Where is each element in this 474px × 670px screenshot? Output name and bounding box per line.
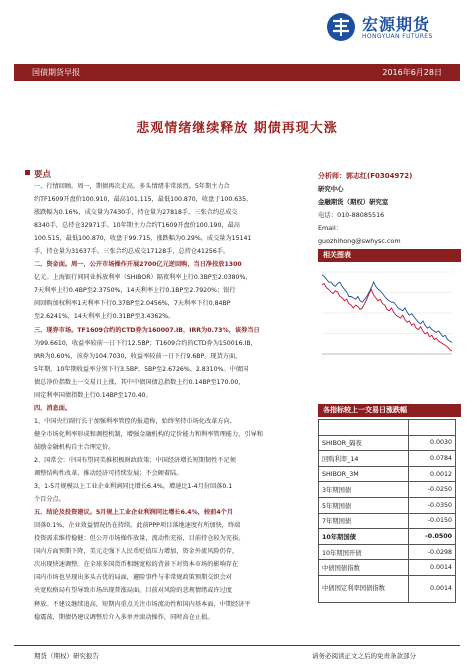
- table-cell-value: -0.0500: [409, 529, 456, 545]
- body-text-line: 稳震荡，期债仍建议调整后介入多单并滚动操作，同时高仓止损。: [34, 613, 214, 621]
- body-text-line: 国内方面预期下降，美元走强下人民币贬值压力增加，资金外流风险仍存，: [34, 548, 239, 556]
- table-row: [319, 497, 456, 513]
- body-text-line: 个百分点。: [34, 496, 65, 504]
- footer-disclaimer: 请务必阅读正文之后的免责条款部分: [312, 652, 416, 660]
- body-text-line: 至2.6241%，14天利率上行0.31BP至3.4362%。: [34, 313, 175, 321]
- body-text-line: 国内市场也呈现出多头占优的局面，避险事件与非常规政策预期交织会对: [34, 574, 232, 582]
- table-cell-value: 0.0784: [409, 451, 456, 467]
- body-text-line: 1、中国央行副行长于加强利率管控的报道称，始终坚持市场化改革方向，: [34, 417, 236, 425]
- table-cell-label: SHIBOR_3M: [319, 466, 409, 482]
- table-cell-label: 7年期国债: [319, 513, 409, 529]
- body-text-line: 央宽松格局有望导致市场出现普涨局面。目前对风险的悲观情绪或许过度: [34, 587, 232, 595]
- table-cell-value: 0.0014: [409, 575, 456, 602]
- table-cell-label: [319, 420, 409, 436]
- series-line-2: [322, 284, 452, 352]
- body-text-line: 5年期、10年期收益率分别下行3.5BP、5BP至2.6726%、2.8310%。中债国: [34, 365, 249, 373]
- table-row: [319, 482, 456, 498]
- table-cell-value: -0.0250: [409, 482, 456, 498]
- table-row: [319, 513, 456, 529]
- table-row: [319, 544, 456, 560]
- table-row: [319, 451, 456, 467]
- table-cell-value: 0.0030: [409, 435, 456, 451]
- table-cell-value: -0.0350: [409, 497, 456, 513]
- analyst-company: 金融期货（期权）研究室: [318, 198, 389, 206]
- analyst-name: 分析师：郭志红(F0304972): [318, 172, 413, 180]
- report-title: 悲观情绪继续释放 期债再现大涨: [136, 121, 338, 136]
- table-cell-label: 中债国定利率国债指数: [319, 575, 409, 602]
- body-text-line: 健全市场化利率形成和调控机制，增强金融机构的定价能力和利率管理能力，引导和: [34, 430, 263, 438]
- body-text-line: 2、国常会：中国有望同美推积极财政政策；中国经济增长短期韧性不足须: [34, 456, 236, 464]
- summary-body: [34, 180, 310, 624]
- body-text-line: 约TF1609开盘价100.910，最高101.115，最低100.870，收盘于100.635，: [34, 196, 253, 204]
- body-text-line: 7天利率上行0.4BP至2.3750%，14天利率上行0.1BP至2.7920%；银行: [34, 287, 236, 295]
- report-type: 国债期货早报: [32, 68, 80, 77]
- body-text-line: 鼓励金融机构自主合理定价。: [34, 443, 115, 451]
- analyst-phone: 电话：010-88085516: [318, 211, 385, 219]
- body-text-line: IRR为0.60%，该券为104.7030，收益率较前一日下行9.6BP。现货方面，: [34, 352, 242, 360]
- logo-name-cn: 宏源期货: [362, 15, 431, 34]
- footer-left: 期货（期权）研究报告: [34, 652, 99, 660]
- table-cell-value: [409, 420, 456, 436]
- body-text-line: 亿元。上海银行间同业拆放利率（SHIBOR）隔夜利率上行0.3BP至2.0380%，: [34, 274, 252, 282]
- table-cell-label: 回购利率_14: [319, 451, 409, 467]
- body-text-line: 涨跌幅为0.16%，成交量为7430手，持仓量为27818手，三张合约总成交: [34, 209, 238, 217]
- summary-heading: 要点: [34, 170, 52, 180]
- table-row: [319, 575, 456, 602]
- body-text-line: 回落0.1%，企业效益情况仍在持续。此前PPP项目落地速度有所加快，终端: [34, 522, 241, 530]
- table-row: [319, 420, 456, 436]
- section-heading-line: 二、资金面。周一，公开市场操作开展2700亿元逆回购，当日净投放1300: [34, 261, 242, 269]
- body-text-line: 投资需求维持稳健；但公开市场操作放量，流动性充裕，目前持仓较为充裕。: [34, 535, 245, 543]
- table-row: [319, 560, 456, 576]
- table-cell-label: 3年期国债: [319, 482, 409, 498]
- report-date: 2016年6月28日: [382, 68, 442, 77]
- company-logo-icon: [326, 12, 356, 42]
- table-cell-label: 5年期国债: [319, 497, 409, 513]
- body-text-line: 8340手，总持仓32971手。10年期主力合约T1609开盘价100.190，最高: [34, 222, 240, 230]
- footer-divider: [14, 645, 460, 646]
- body-text-line: 间回购加权利率1天利率下行0.37BP至2.0456%，7天利率下行0.84BP: [34, 300, 231, 308]
- body-text-line: 释放。不建议继续追高，短期内重点关注市场流动性和国内基本面，中期经济平: [34, 600, 251, 608]
- analyst-info: [318, 170, 468, 248]
- table-cell-label: 10年期国债: [319, 529, 409, 545]
- body-text-line: 调整结构性改革，推动经济可持续发展；不会硬着陆。: [34, 470, 183, 478]
- table-row: [319, 435, 456, 451]
- body-text-line: 次出现快速调整。在全球多国货币相继宽松的背景下对资本市场的影响存在: [34, 561, 239, 569]
- analyst-email: Email：: [318, 224, 343, 232]
- table-cell-value: -0.0298: [409, 544, 456, 560]
- body-text-line: 债总净价指数上一交易日上涨，其中中债国债总指数上行0.14BP至170.00，: [34, 378, 245, 386]
- report-header-bar: [14, 64, 460, 81]
- chart-section-title: 相关图表: [318, 249, 461, 262]
- section-heading-line: 三、现券市场。TF1609合约的CTD券为160007.IB，IRR为0.73%，该券当日: [34, 326, 260, 334]
- body-text-line: 为99.6610，收益率较前一日下行12.5BP；T1609合约的CTD券为150016.IB，: [34, 339, 257, 347]
- table-row: [319, 466, 456, 482]
- body-text-line: 100.515，最低100.870，收盘于99.715，涨跌幅为0.29%，成交量为15141: [34, 235, 252, 243]
- table-cell-value: 0.0014: [409, 560, 456, 576]
- yield-section-title: 各指标较上一交易日涨跌幅: [318, 404, 461, 417]
- body-text-line: 一、行情回顾。周一，期债再次走高，多头情绪非常浓烈。5年期主力合: [34, 183, 230, 190]
- section-heading-line: 五、结论及投资建议。5月规上工业企业利润同比增长6.4%，较前4个月: [34, 509, 234, 517]
- body-text-line: 3、1-5月规模以上工业企业利润同比增长6.4%，增速比1-4月份回落0.1: [34, 483, 233, 491]
- table-row: [319, 529, 456, 545]
- yield-change-table: [318, 419, 456, 603]
- analyst-dept: 研究中心: [318, 185, 344, 193]
- analyst-email-address[interactable]: guozhihong@swhysc.com: [318, 237, 401, 245]
- body-text-line: 手，持仓量为31637手。三张合约总成交17128手，总持仓41256手。: [34, 248, 230, 256]
- table-cell-label: SHIBOR_隔夜: [319, 435, 409, 451]
- logo-name-en: HONGYUAN FUTURES: [362, 33, 433, 40]
- body-text-line: 固定利率国债指数上行0.14BP至170.40。: [34, 391, 152, 399]
- table-cell-label: 10年期国开债: [319, 544, 409, 560]
- table-cell-value: -0.0150: [409, 513, 456, 529]
- yield-line-chart: [318, 264, 456, 376]
- section-heading-line: 四、消息面。: [34, 404, 72, 412]
- table-cell-value: 0.0012: [409, 466, 456, 482]
- table-cell-label: 中债国债指数: [319, 560, 409, 576]
